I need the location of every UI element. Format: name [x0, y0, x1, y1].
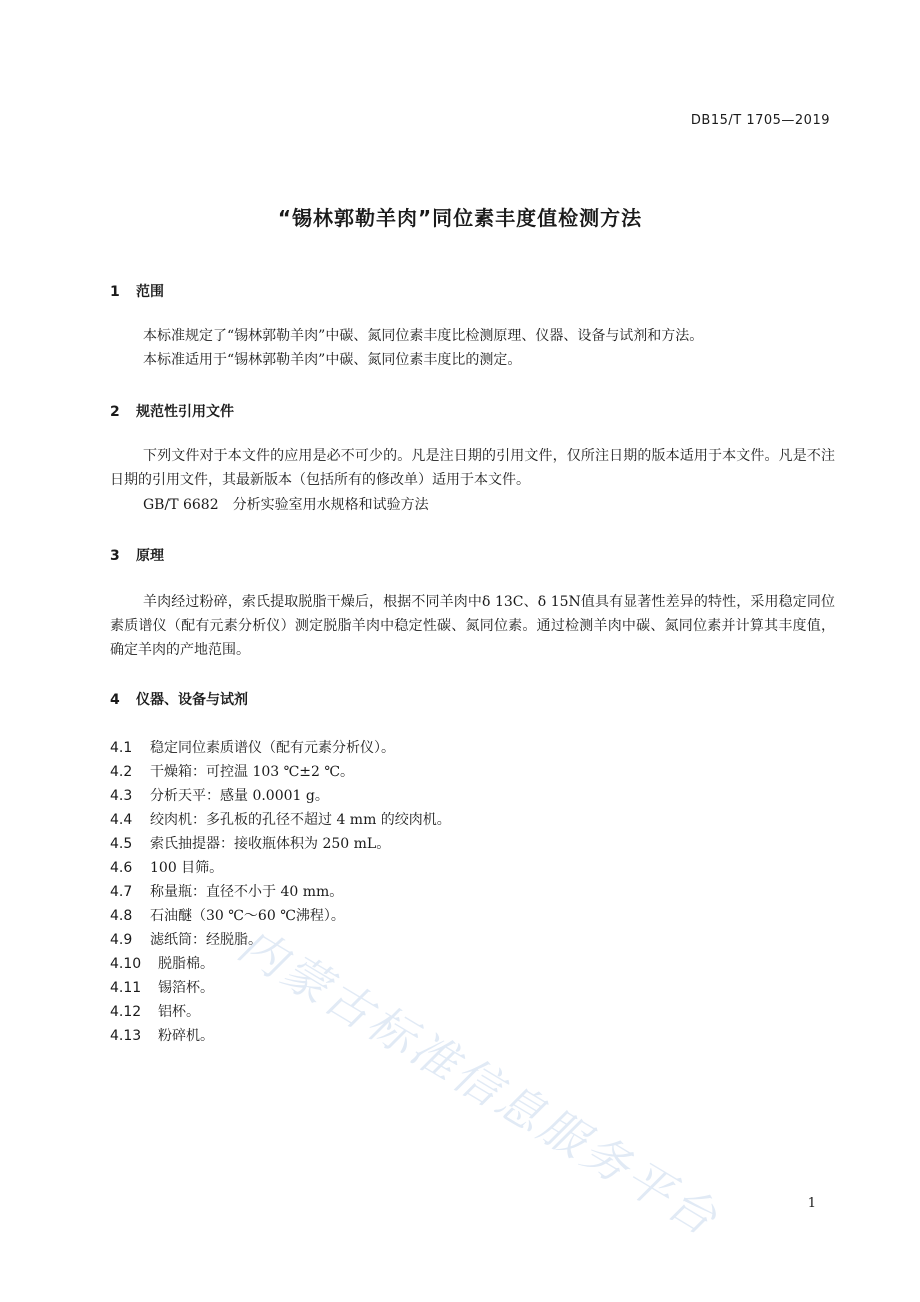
item-number: 4.8 — [110, 908, 133, 924]
item-text: 分析天平：感量 0.0001 g。 — [150, 788, 329, 804]
item-text: 滤纸筒：经脱脂。 — [150, 932, 262, 948]
reference-title: 分析实验室用水规格和试验方法 — [232, 497, 429, 513]
item-text: 铝杯。 — [158, 1004, 200, 1020]
section-4-heading — [110, 689, 248, 709]
section-number: 3 — [110, 548, 120, 564]
item-number: 4.2 — [110, 764, 133, 780]
section-number: 1 — [110, 284, 120, 300]
list-item — [110, 785, 329, 805]
list-item — [110, 953, 214, 973]
document-title: “锡林郭勒羊肉”同位素丰度值检测方法 — [277, 206, 643, 230]
item-number: 4.4 — [110, 812, 133, 828]
section-2-heading — [110, 401, 234, 421]
item-number: 4.5 — [110, 836, 133, 852]
item-text: 粉碎机。 — [158, 1028, 214, 1044]
section-1-heading — [110, 281, 164, 301]
list-item — [110, 761, 354, 781]
item-text: 干燥箱：可控温 103 ℃±2 ℃。 — [150, 764, 355, 780]
reference-code: GB/T 6682 — [143, 497, 219, 513]
item-number: 4.7 — [110, 884, 133, 900]
normative-reference — [143, 494, 429, 514]
item-number: 4.13 — [110, 1028, 142, 1044]
list-item — [110, 1001, 200, 1021]
item-text: 100 目筛。 — [150, 860, 224, 876]
list-item — [110, 833, 390, 853]
item-number: 4.6 — [110, 860, 133, 876]
principle-paragraph: 羊肉经过粉碎，索氏提取脱脂干燥后，根据不同羊肉中δ 13C、δ 15N值具有显著性差异的特性，采用稳定同位素质谱仪（配有元素分析仪）测定脱脂羊肉中稳定性碳、氮同位素。通过检测羊肉中碳、氮同位素并计算其丰度值，确定羊肉的产地范围。 — [110, 594, 835, 658]
normative-paragraph: 下列文件对于本文件的应用是必不可少的。凡是注日期的引用文件，仅所注日期的版本适用于本文件。凡是不注日期的引用文件，其最新版本（包括所有的修改单）适用于本文件。 — [110, 448, 835, 488]
list-item — [110, 809, 451, 829]
section-title: 原理 — [136, 548, 164, 564]
item-text: 石油醚（30 ℃～60 ℃沸程）。 — [150, 908, 345, 924]
item-text: 锡箔杯。 — [158, 980, 214, 996]
item-text: 绞肉机：多孔板的孔径不超过 4 mm 的绞肉机。 — [150, 812, 451, 828]
item-number: 4.1 — [110, 740, 133, 756]
list-item — [110, 857, 223, 877]
item-number: 4.11 — [110, 980, 142, 996]
item-number: 4.9 — [110, 932, 133, 948]
watermark: 内蒙古标准信息服务平台 — [229, 917, 729, 1247]
section-number: 4 — [110, 692, 120, 708]
section-title: 范围 — [136, 284, 164, 300]
list-item — [110, 881, 343, 901]
item-text: 称量瓶：直径不小于 40 mm。 — [150, 884, 344, 900]
list-item — [110, 737, 395, 757]
scope-paragraph-1: 本标准规定了“锡林郭勒羊肉”中碳、氮同位素丰度比检测原理、仪器、设备与试剂和方法。 — [143, 328, 704, 344]
list-item — [110, 1025, 214, 1045]
section-title: 规范性引用文件 — [136, 404, 234, 420]
list-item — [110, 977, 214, 997]
scope-paragraph-2: 本标准适用于“锡林郭勒羊肉”中碳、氮同位素丰度比的测定。 — [143, 352, 522, 368]
page-number: 1 — [807, 1196, 816, 1211]
section-title: 仪器、设备与试剂 — [136, 692, 248, 708]
item-text: 索氏抽提器：接收瓶体积为 250 mL。 — [150, 836, 391, 852]
item-text: 稳定同位素质谱仪（配有元素分析仪）。 — [150, 740, 395, 756]
item-number: 4.3 — [110, 788, 133, 804]
item-text: 脱脂棉。 — [158, 956, 214, 972]
item-number: 4.12 — [110, 1004, 142, 1020]
section-number: 2 — [110, 404, 120, 420]
section-3-heading — [110, 545, 164, 565]
list-item — [110, 905, 345, 925]
standard-code: DB15/T 1705—2019 — [690, 113, 830, 128]
item-number: 4.10 — [110, 956, 142, 972]
